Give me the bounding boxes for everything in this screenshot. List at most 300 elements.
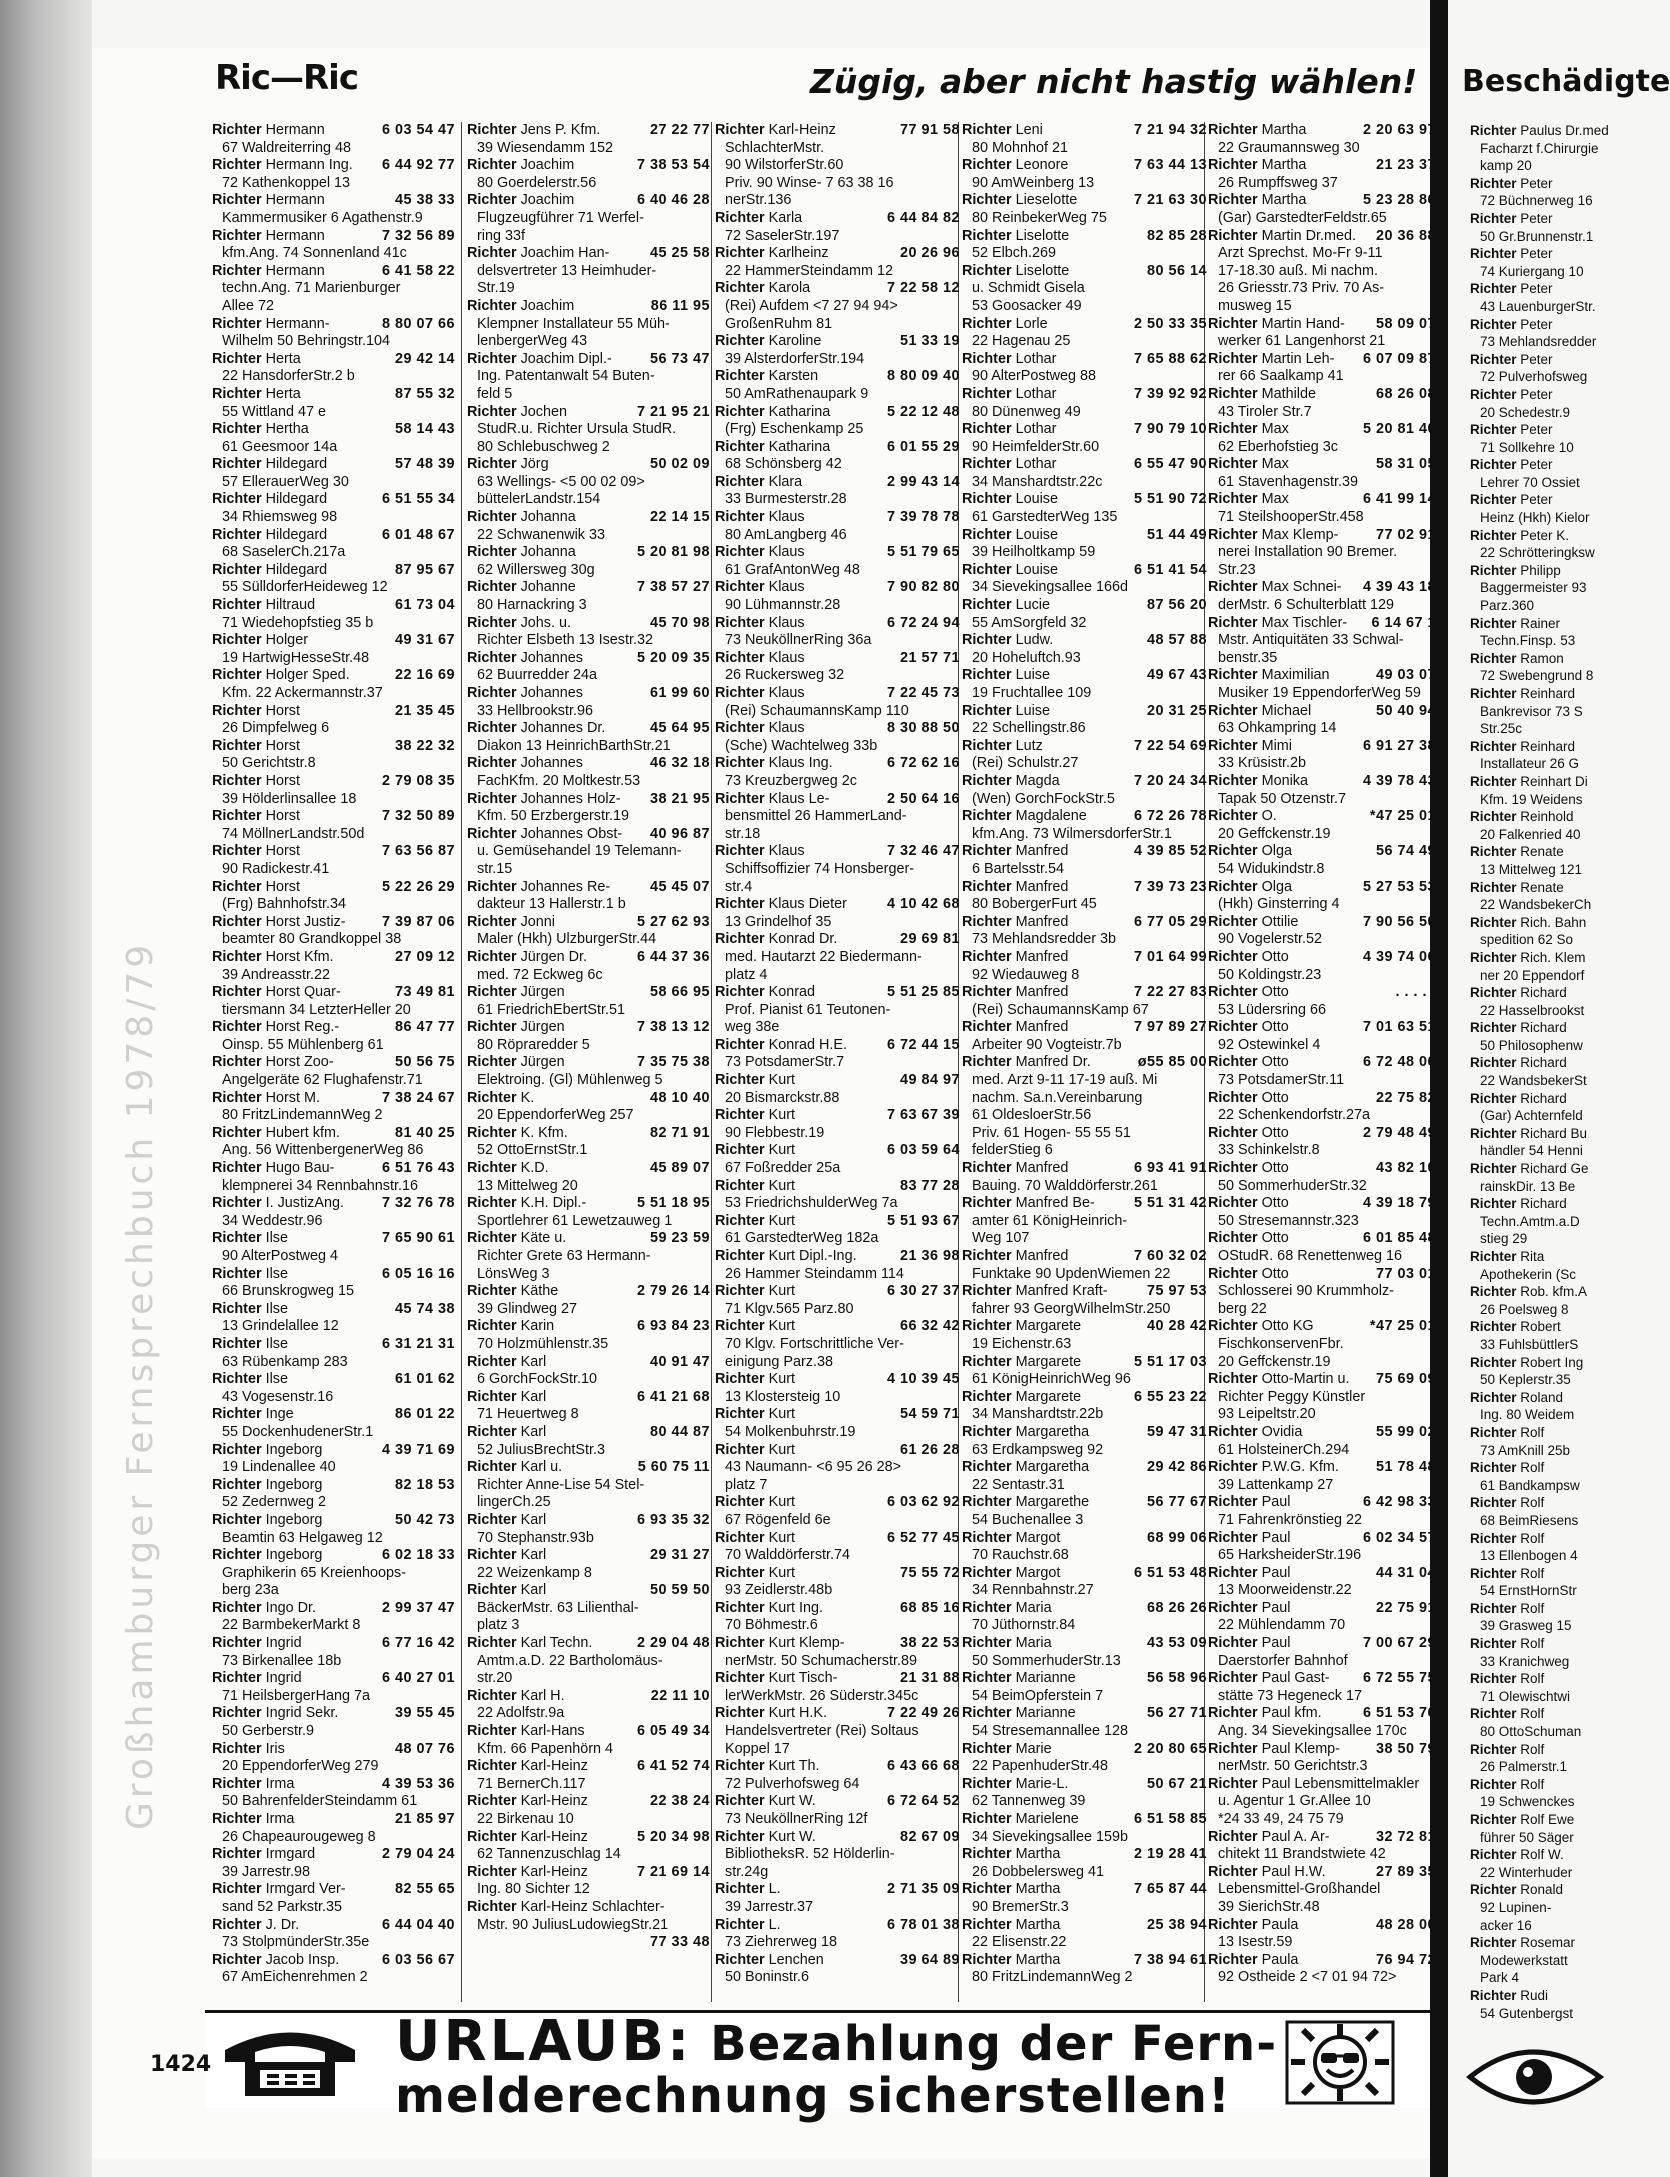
entry-detail: 22 Schrötteringksw <box>1480 545 1595 561</box>
phone-number: 5 27 53 53 <box>1362 878 1436 895</box>
entry-name: Richter Otto <box>1208 1160 1289 1177</box>
entry-detail: (Gar) GarstedterFeldstr.65 <box>1218 209 1387 226</box>
directory-entry <box>715 1037 960 1072</box>
entry-name: Richter Horst <box>212 772 300 789</box>
entry-name-line <box>1470 456 1600 474</box>
entry-name-line <box>467 456 710 474</box>
entry-detail: Modewerkstatt <box>1480 1952 1568 1968</box>
entry-name-line <box>1470 1019 1600 1037</box>
directory-entry <box>212 879 455 914</box>
entry-detail: 34 Weddestr.96 <box>222 1212 323 1229</box>
entry-name: Richter Ilse <box>212 1335 288 1352</box>
entry-name-line <box>467 1723 710 1741</box>
entry-detail: 54 Buchenallee 3 <box>972 1511 1084 1528</box>
directory-entry <box>212 984 455 1019</box>
entry-detail: 50 Keplerstr.35 <box>1480 1372 1571 1388</box>
entry-name: Richter Hildegard <box>212 526 328 543</box>
entry-name: Richter Martha <box>962 1951 1061 1968</box>
entry-name: Richter Kurt <box>715 1494 795 1511</box>
entry-detail: Richter Grete 63 Hermann- <box>477 1248 651 1264</box>
phone-number: 5 51 18 95 <box>636 1195 710 1212</box>
advertisement-text <box>395 2009 1278 2124</box>
entry-detail: 90 Lühmannstr.28 <box>725 597 841 614</box>
directory-entry <box>1208 456 1436 491</box>
entry-detail: fahrer 93 GeorgWilhelmStr.250 <box>972 1300 1171 1317</box>
phone-number: 2 79 48 49 <box>1362 1124 1436 1141</box>
entry-name-line <box>467 1688 710 1706</box>
phone-number: 6 40 46 28 <box>636 192 710 209</box>
phone-number: 2 71 35 09 <box>886 1881 960 1898</box>
directory-entry <box>962 843 1207 878</box>
directory-entry <box>1208 1705 1436 1740</box>
directory-entry <box>1470 1459 1600 1494</box>
entry-name-line <box>1470 386 1600 404</box>
entry-name: Richter Martin Dr.med. <box>1208 227 1356 244</box>
phone-number: 6 78 01 38 <box>886 1916 960 1933</box>
entry-detail: Sportlehrer 61 Lewetzauweg 1 <box>477 1212 673 1229</box>
entry-detail: 54 Molkenbuhrstr.19 <box>725 1423 856 1440</box>
directory-entry <box>1470 1248 1600 1283</box>
entry-name: Richter Richard <box>1470 1055 1567 1071</box>
phone-number: 49 31 67 <box>394 632 455 649</box>
entry-name: Richter Karl Techn. <box>467 1635 593 1652</box>
directory-entry <box>212 1512 455 1547</box>
phone-number: 8 80 09 40 <box>886 368 960 385</box>
entry-detail: Str.19 <box>477 280 515 297</box>
directory-entry <box>467 1547 710 1582</box>
entry-detail: (Sche) Wachtelweg 33b <box>725 737 878 754</box>
entry-name-line <box>212 1125 455 1143</box>
entry-name: Richter Otto <box>1208 948 1289 965</box>
entry-name-line <box>1470 1283 1600 1301</box>
directory-entry <box>715 1107 960 1142</box>
entry-name-line <box>1470 1670 1600 1688</box>
phone-number: 7 39 92 92 <box>1133 385 1207 402</box>
directory-entry <box>467 1793 710 1828</box>
phone-number: 27 09 12 <box>394 948 455 965</box>
directory-entry <box>467 1635 710 1688</box>
entry-name-line <box>1470 1934 1600 1952</box>
entry-detail: 54 Stresemannallee 128 <box>972 1723 1129 1740</box>
phone-number: 6 41 58 22 <box>381 262 455 279</box>
listing-column-2 <box>467 122 710 1982</box>
directory-entry <box>467 1829 710 1864</box>
directory-entry <box>1470 1318 1600 1353</box>
entry-detail: nerMstr. 50 Schumacherstr.89 <box>725 1652 917 1669</box>
entry-name: Richter Herta <box>212 350 301 367</box>
directory-entry <box>1470 456 1600 491</box>
entry-detail: 20 EppendorferWeg 257 <box>477 1107 634 1124</box>
phone-number: 4 39 78 43 <box>1362 772 1436 789</box>
directory-entry <box>1208 1318 1436 1371</box>
directory-entry <box>467 1354 710 1389</box>
phone-number: 6 72 24 94 <box>886 614 960 631</box>
directory-entry <box>1208 1424 1436 1459</box>
directory-entry <box>1470 879 1600 914</box>
phone-number: 86 11 95 <box>650 297 710 314</box>
entry-detail: 43 Naumann- <6 95 26 28> <box>725 1459 902 1476</box>
entry-name: Richter Joachim <box>467 297 575 314</box>
directory-entry <box>212 1371 455 1406</box>
entry-detail: Baggermeister 93 <box>1480 580 1587 596</box>
phone-number: 50 42 73 <box>394 1511 455 1528</box>
entry-name: Richter Mathilde <box>1208 385 1316 402</box>
phone-number: 7 21 63 30 <box>1133 192 1207 209</box>
directory-entry <box>1208 1494 1436 1529</box>
entry-detail: 50 Gerberstr.9 <box>222 1723 314 1740</box>
entry-name-line <box>1208 1952 1436 1970</box>
directory-entry <box>212 738 455 773</box>
entry-name-line <box>1208 1741 1436 1759</box>
entry-name: Richter Otto <box>1208 984 1289 1001</box>
entry-detail: 73 PotsdamerStr.7 <box>725 1054 845 1071</box>
directory-entry <box>1208 1125 1436 1160</box>
entry-name-line <box>715 1142 960 1160</box>
entry-name-line <box>212 738 455 756</box>
entry-name-line <box>467 245 710 263</box>
phone-number: 6 93 35 32 <box>636 1511 710 1528</box>
entry-detail: 33 Kranichweg <box>1480 1653 1570 1669</box>
directory-entry <box>467 157 710 192</box>
phone-number: 5 20 81 40 <box>1362 421 1436 438</box>
entry-name: Richter Klaus <box>715 579 805 596</box>
entry-detail: Ing. 80 Weidem <box>1480 1407 1575 1423</box>
entry-detail: 39 Wiesendamm 152 <box>477 139 613 156</box>
entry-name: Richter Margarete <box>962 1388 1082 1405</box>
directory-entry <box>467 245 710 298</box>
directory-entry <box>212 1547 455 1600</box>
entry-name: Richter Holger <box>212 632 308 649</box>
entry-name: Richter Margot <box>962 1529 1061 1546</box>
phone-number: 7 22 58 12 <box>886 280 960 297</box>
directory-entry <box>212 491 455 526</box>
entry-name: Richter Richard <box>1470 1196 1567 1212</box>
next-page-header: Beschädigte <box>1462 64 1670 99</box>
entry-name: Richter Otto <box>1208 1195 1289 1212</box>
entry-name: Richter Kurt Th. <box>715 1758 820 1775</box>
directory-entry <box>962 1881 1207 1916</box>
entry-name: Richter Paul <box>1208 1564 1291 1581</box>
phone-number: 38 22 53 <box>899 1635 960 1652</box>
entry-name-line <box>1470 1494 1600 1512</box>
directory-entry <box>962 1741 1207 1776</box>
directory-entry <box>962 122 1207 157</box>
entry-detail: 73 Mehlandsredder 3b <box>972 931 1117 948</box>
entry-name-line <box>1470 615 1600 633</box>
entry-name: Richter L. <box>715 1916 781 1933</box>
entry-detail: 50 Stresemannstr.323 <box>1218 1212 1359 1229</box>
directory-entry <box>962 1019 1207 1054</box>
entry-name: Richter Rita <box>1470 1249 1545 1264</box>
directory-entry <box>212 1125 455 1160</box>
directory-entry <box>1470 1600 1600 1635</box>
entry-name: Richter Lucie <box>962 597 1050 614</box>
entry-detail: stieg 29 <box>1480 1231 1528 1247</box>
entry-name-line <box>1208 1670 1436 1688</box>
entry-detail: 80 FritzLindemannWeg 2 <box>972 1969 1133 1986</box>
entry-name-line <box>715 1213 960 1231</box>
entry-name: Richter Marie-L. <box>962 1775 1069 1792</box>
entry-name: Richter Kurt <box>715 1142 795 1159</box>
entry-detail: Koppel 17 <box>725 1740 790 1757</box>
entry-name-line <box>1208 914 1436 932</box>
entry-name-line <box>962 1494 1207 1512</box>
directory-entry <box>962 1424 1207 1459</box>
directory-entry <box>467 1160 710 1195</box>
phone-number: 4 10 39 45 <box>886 1371 960 1388</box>
directory-entry <box>715 404 960 439</box>
entry-detail: 19 Lindenallee 40 <box>222 1459 336 1476</box>
entry-name-line <box>962 738 1207 756</box>
entry-detail: 26 Dimpfelweg 6 <box>222 720 330 737</box>
directory-entry <box>715 1917 960 1952</box>
entry-detail: (Wen) GorchFockStr.5 <box>972 790 1115 807</box>
entry-name: Richter Peter K. <box>1470 527 1570 543</box>
directory-entry <box>212 1230 455 1265</box>
entry-name: Richter Jonni <box>467 913 555 930</box>
entry-detail: 70 Klgv. Fortschrittliche Ver- <box>725 1335 904 1352</box>
entry-name: Richter Max Tischler- <box>1208 614 1348 631</box>
directory-entry <box>1208 1266 1436 1319</box>
directory-entry <box>212 421 455 456</box>
entry-name-line <box>1470 984 1600 1002</box>
entry-detail: 80 AmLangberg 46 <box>725 526 847 543</box>
entry-name-line <box>1208 1318 1436 1336</box>
phone-number: 38 21 95 <box>649 790 710 807</box>
phone-number: 51 44 49 <box>1146 526 1207 543</box>
entry-name-line <box>212 1705 455 1723</box>
entry-name: Richter Liselotte <box>962 227 1070 244</box>
directory-entry <box>212 1881 455 1916</box>
entry-detail: Techn.Finsp. 53 <box>1480 633 1576 649</box>
phone-number: 50 67 21 <box>1146 1775 1207 1792</box>
directory-entry <box>1208 615 1436 668</box>
phone-number: 7 65 90 61 <box>381 1230 455 1247</box>
phone-number: 2 20 63 97 <box>1362 122 1436 138</box>
entry-name-line <box>715 896 960 914</box>
phone-number: 51 78 48 <box>1375 1459 1436 1476</box>
entry-name: Richter Rolf <box>1470 1671 1545 1687</box>
entry-detail: Park 4 <box>1480 1970 1520 1986</box>
entry-detail: 72 Kathenkoppel 13 <box>222 174 351 191</box>
directory-entry <box>962 949 1207 984</box>
entry-name: Richter Paul <box>1208 1494 1291 1511</box>
directory-entry <box>1470 1195 1600 1248</box>
entry-name: Richter Ingeborg <box>212 1547 323 1564</box>
entry-name: Richter Klaus <box>715 544 805 561</box>
directory-entry <box>1208 773 1436 808</box>
entry-name: Richter Rich. Klem <box>1470 949 1586 965</box>
entry-detail: büttelerLandstr.154 <box>477 491 601 508</box>
phone-number: 46 32 18 <box>649 755 710 772</box>
entry-name: Richter Otto KG <box>1208 1318 1314 1335</box>
entry-name: Richter Hildegard <box>212 491 328 508</box>
directory-entry <box>962 1160 1207 1195</box>
entry-detail: 72 Swebengrund 8 <box>1480 668 1594 684</box>
phone-number: 7 32 56 89 <box>381 227 455 244</box>
directory-entry <box>212 632 455 667</box>
directory-entry <box>467 1758 710 1793</box>
directory-entry <box>1208 667 1436 702</box>
entry-name: Richter Paul kfm. <box>1208 1705 1322 1722</box>
entry-detail: med. Arzt 9-11 17-19 auß. Mi <box>972 1072 1158 1089</box>
directory-entry <box>1470 650 1600 685</box>
entry-name-line <box>1470 1054 1600 1072</box>
entry-detail: 70 Rauchstr.68 <box>972 1547 1069 1564</box>
directory-entry <box>962 914 1207 949</box>
entry-name: Richter Johanna <box>467 509 576 526</box>
entry-detail: 54 Widukindstr.8 <box>1218 860 1325 877</box>
directory-entry <box>212 597 455 632</box>
entry-name-line <box>1208 667 1436 685</box>
directory-entry <box>962 1600 1207 1635</box>
directory-entry <box>467 826 710 879</box>
entry-name-line <box>1470 808 1600 826</box>
entry-detail: 61 GarstedterWeg 182a <box>725 1230 879 1247</box>
entry-name-line <box>715 1793 960 1811</box>
entry-name: Richter Horst <box>212 808 300 825</box>
phone-number: 6 44 04 40 <box>381 1916 455 1933</box>
page-range-header: Ric—Ric <box>215 58 358 98</box>
directory-entry <box>1470 245 1600 280</box>
entry-name-line <box>715 1107 960 1125</box>
entry-name-line <box>715 984 960 1002</box>
entry-name: Richter Hermann- <box>212 315 330 332</box>
entry-name-line <box>467 826 710 844</box>
phone-number: 20 36 88 <box>1375 227 1436 244</box>
entry-name: Richter Martha <box>1208 122 1307 138</box>
directory-entry <box>715 650 960 685</box>
entry-detail: 92 Wiedauweg 8 <box>972 966 1080 983</box>
entry-name-line <box>1470 527 1600 545</box>
entry-name: Richter Horst Kfm. <box>212 948 334 965</box>
entry-detail: Allee 72 <box>222 297 275 314</box>
entry-detail: str.20 <box>477 1670 513 1687</box>
entry-name: Richter Karl <box>467 1353 547 1370</box>
entry-name-line <box>1470 773 1600 791</box>
entry-name-line <box>1470 1811 1600 1829</box>
entry-detail: 74 MöllnerLandstr.50d <box>222 825 365 842</box>
entry-detail: 39 AlsterdorferStr.194 <box>725 350 865 367</box>
entry-detail: (Gar) Achternfeld <box>1480 1108 1583 1124</box>
entry-name: Richter Otto <box>1208 1054 1289 1071</box>
entry-name-line <box>467 791 710 809</box>
entry-name-line <box>715 439 960 457</box>
entry-name: Richter Manfred <box>962 878 1069 895</box>
entry-detail: 62 Buurredder 24a <box>477 667 598 684</box>
entry-detail: 13 Moorweidenstr.22 <box>1218 1582 1352 1599</box>
entry-name: Richter Manfred <box>962 1160 1069 1177</box>
entry-detail: nerei Installation 90 Bremer. <box>1218 544 1398 561</box>
entry-name-line <box>212 456 455 474</box>
entry-name-line <box>212 843 455 861</box>
entry-name: Richter Richard <box>1470 1090 1567 1106</box>
phone-number: 82 55 65 <box>394 1881 455 1898</box>
directory-entry <box>962 192 1207 227</box>
entry-name: Richter Karl <box>467 1511 547 1528</box>
entry-detail: platz 7 <box>725 1476 768 1493</box>
entry-detail: 68 Schönsberg 42 <box>725 456 842 473</box>
entry-detail: 73 Kreuzbergweg 2c <box>725 772 857 789</box>
directory-entry <box>962 351 1207 386</box>
phone-number: 22 38 24 <box>649 1793 710 1810</box>
entry-detail: benstr.35 <box>1218 649 1278 666</box>
directory-entry <box>467 1019 710 1054</box>
entry-name: Richter Paul Gast- <box>1208 1670 1330 1687</box>
entry-detail: 62 Willersweg 30g <box>477 561 595 578</box>
entry-name-line <box>467 1230 710 1248</box>
entry-name: Richter Roland <box>1470 1389 1564 1405</box>
entry-name-line <box>467 122 710 140</box>
entry-name-line <box>1470 1090 1600 1108</box>
directory-entry <box>1208 1670 1436 1705</box>
phone-number: 7 60 32 02 <box>1133 1248 1207 1264</box>
entry-detail: 26 Rumpffsweg 37 <box>1218 174 1338 191</box>
phone-number: 87 95 67 <box>394 561 455 578</box>
phone-number: 56 73 47 <box>649 350 710 367</box>
phone-number: 54 59 71 <box>899 1406 960 1423</box>
entry-name: Richter K. Kfm. <box>467 1124 568 1141</box>
phone-number: 7 97 89 27 <box>1133 1019 1207 1036</box>
entry-name-line <box>1208 1776 1436 1794</box>
entry-name: Richter Richard <box>1470 1020 1567 1036</box>
entry-name: Richter Joachim <box>467 192 575 209</box>
entry-detail: Flugzeugführer 71 Werfel- <box>477 209 644 226</box>
directory-entry <box>1470 1424 1600 1459</box>
entry-name-line <box>467 544 710 562</box>
entry-name-line <box>962 1952 1207 1970</box>
entry-name: Richter Louise <box>962 491 1058 508</box>
entry-name: Richter Robert <box>1470 1319 1561 1335</box>
phone-number: 5 22 12 48 <box>886 403 960 420</box>
entry-name: Richter Irmgard <box>212 1846 316 1863</box>
entry-detail: Funktake 90 UpdenWiemen 22 <box>972 1265 1171 1282</box>
entry-name: Richter Lothar <box>962 421 1057 438</box>
entry-detail: 62 Tannenweg 39 <box>972 1793 1086 1810</box>
directory-entry <box>1470 562 1600 615</box>
directory-entry <box>962 632 1207 667</box>
directory-entry <box>715 1829 960 1882</box>
entry-name-line <box>1208 773 1436 791</box>
entry-name-line <box>1208 579 1436 597</box>
entry-detail: 22 Schellingstr.86 <box>972 720 1086 737</box>
entry-name: Richter Luise <box>962 702 1050 719</box>
entry-name: Richter Karin <box>467 1318 555 1335</box>
entry-detail: 57 EllerauerWeg 30 <box>222 473 349 490</box>
directory-entry <box>1208 491 1436 526</box>
entry-name: Richter Paul A. Ar- <box>1208 1828 1330 1845</box>
entry-detail: lerWerkMstr. 26 Süderstr.345c <box>725 1687 919 1704</box>
phone-number: 48 57 88 <box>1146 632 1207 649</box>
entry-name-line <box>715 1442 960 1460</box>
directory-entry <box>715 1881 960 1916</box>
entry-detail: BibliotheksR. 52 Hölderlin- <box>725 1846 895 1863</box>
entry-name-line <box>962 316 1207 334</box>
entry-detail: 39 Lattenkamp 27 <box>1218 1476 1334 1493</box>
entry-name: Richter Peter <box>1470 457 1553 473</box>
directory-entry <box>467 1230 710 1283</box>
entry-detail: 55 Wittland 47 e <box>222 403 326 420</box>
directory-entry <box>1470 1389 1600 1424</box>
entry-name-line <box>212 1406 455 1424</box>
entry-name-line <box>1470 843 1600 861</box>
directory-entry <box>1470 949 1600 984</box>
entry-detail: 80 Röpraredder 5 <box>477 1036 590 1053</box>
entry-name: Richter Leni <box>962 122 1043 138</box>
entry-name-line <box>467 1512 710 1530</box>
phone-number: 27 89 35 <box>1375 1863 1436 1880</box>
directory-entry <box>715 1213 960 1248</box>
